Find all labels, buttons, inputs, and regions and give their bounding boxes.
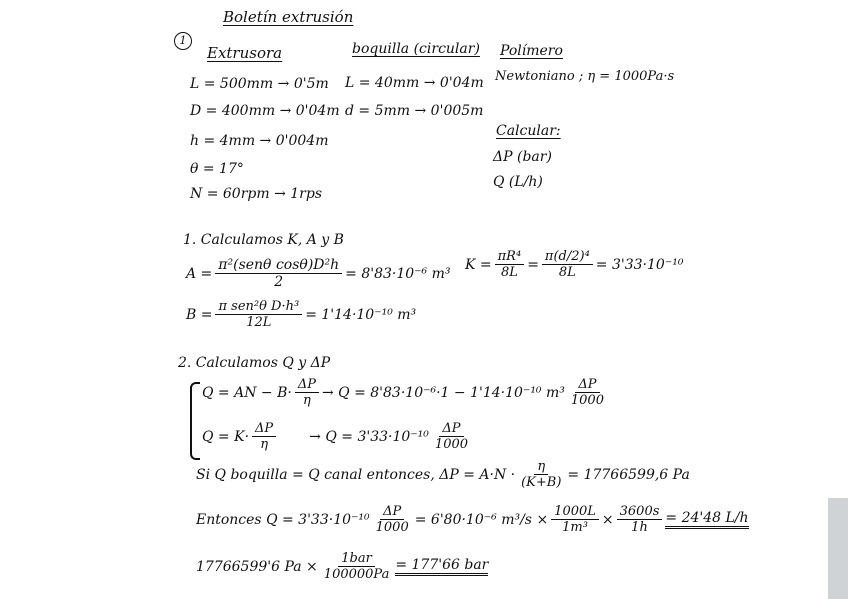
boquilla-line: L = 40mm → 0'04m: [345, 75, 484, 91]
step2-heading: 2. Calculamos Q y ΔP: [178, 355, 331, 371]
eq1-fraction-2: [568, 378, 607, 407]
equation-B: [186, 300, 416, 329]
flow-numerator: ΔP: [380, 505, 404, 520]
calcular-item: Q (L/h): [493, 174, 543, 190]
boquilla-line: d = 5mm → 0'005m: [345, 103, 484, 119]
A-result: = 8'83·10⁻⁶ m³: [345, 265, 451, 282]
eq1-denominator: η: [303, 393, 311, 408]
pressure-numerator: η: [534, 460, 548, 475]
flow-text: Entonces Q = 3'33·10⁻¹⁰: [196, 511, 370, 528]
flow-numerator-3: 3600s: [617, 505, 663, 520]
bar-fraction: [321, 552, 393, 581]
A-lhs: A =: [186, 265, 213, 282]
B-fraction: [215, 300, 302, 329]
K-numerator: πR⁴: [495, 250, 525, 265]
K-fraction-2: [542, 250, 593, 279]
eq1-numerator-2: ΔP: [575, 378, 599, 393]
flow-result: = 24'48 L/h: [665, 511, 748, 529]
eq1-numerator: ΔP: [295, 378, 319, 393]
eq2-fraction: [252, 422, 276, 451]
extrusora-line: L = 500mm → 0'5m: [190, 76, 329, 92]
pressure-result-line: [196, 460, 690, 489]
eq2-fraction-2: [432, 422, 471, 451]
eq1-fraction: [295, 378, 319, 407]
flow-denominator: 1000: [375, 520, 409, 535]
flow-fraction: [373, 505, 412, 534]
eq1-rhs: → Q = 8'83·10⁻⁶·1 − 1'14·10⁻¹⁰ m³: [321, 384, 565, 401]
K-result: = 3'33·10⁻¹⁰: [595, 256, 684, 273]
A-fraction: [215, 258, 342, 289]
bar-numerator: 1bar: [338, 552, 375, 567]
flow-denominator-3: 1h: [631, 520, 648, 535]
K-numerator-2: π(d/2)⁴: [542, 250, 593, 265]
equation-A: [186, 258, 451, 289]
watermark-strip: [828, 498, 848, 599]
bar-text: 17766599'6 Pa ×: [196, 558, 318, 575]
pressure-fraction: [518, 460, 564, 489]
eq2-denominator: η: [260, 437, 268, 452]
K-denominator: 8L: [500, 265, 518, 280]
bar-conversion-line: [196, 552, 488, 581]
bar-denominator: 100000Pa: [323, 567, 390, 582]
K-fraction: [495, 250, 525, 279]
extrusora-line: D = 400mm → 0'04m: [190, 103, 340, 119]
extrusora-line: N = 60rpm → 1rps: [190, 186, 323, 202]
calcular-heading: Calcular:: [496, 123, 561, 139]
A-numerator: π²(senθ cosθ)D²h: [215, 258, 342, 274]
eq2-numerator: ΔP: [252, 422, 276, 437]
eq2-numerator-2: ΔP: [439, 422, 463, 437]
K-denominator-2: 8L: [558, 265, 576, 280]
K-lhs: K =: [465, 256, 492, 273]
eq1-denominator-2: 1000: [570, 393, 604, 408]
flow-denominator-2: 1m³: [562, 520, 588, 535]
eq2-denominator-2: 1000: [434, 437, 469, 452]
equation-Q2: [202, 422, 474, 451]
B-lhs: B =: [186, 306, 213, 323]
flow-result-line: [196, 505, 749, 534]
system-brace: [190, 382, 200, 460]
flow-fraction-3: [617, 505, 663, 534]
eq1-lhs: Q = AN − B·: [202, 384, 292, 401]
extrusora-line: h = 4mm → 0'004m: [190, 133, 329, 149]
pressure-text: Si Q boquilla = Q canal entonces, ΔP = A·N ·: [196, 466, 516, 483]
flow-times: ×: [601, 511, 614, 528]
document-title: Boletín extrusión: [223, 8, 354, 26]
A-denominator: 2: [274, 274, 284, 290]
problem-number-circle: 1: [174, 32, 192, 50]
eq2-rhs: → Q = 3'33·10⁻¹⁰: [309, 428, 429, 445]
boquilla-heading: boquilla (circular): [352, 41, 480, 57]
pressure-result: = 17766599,6 Pa: [567, 466, 690, 483]
equation-K: K = $\frac{\text{πR⁴}}{8L}$ = $\frac{\text{π(d/2)⁴}}{8L}$ = 3'33·10⁻¹⁰: [465, 249, 684, 280]
step1-heading: 1. Calculamos K, A y B: [183, 232, 344, 248]
polimero-line: Newtoniano ; η = 1000Pa·s: [495, 69, 675, 84]
B-result: = 1'14·10⁻¹⁰ m³: [305, 306, 417, 323]
polimero-heading: Polímero: [500, 43, 563, 59]
B-numerator: π sen²θ D·h³: [215, 300, 302, 315]
flow-numerator-2: 1000L: [551, 505, 599, 520]
equation-Q1: [202, 378, 610, 407]
flow-mid: = 6'80·10⁻⁶ m³/s ×: [414, 511, 549, 528]
bar-result: = 177'66 bar: [395, 558, 488, 576]
extrusora-heading: Extrusora: [207, 44, 283, 62]
extrusora-line: θ = 17°: [190, 161, 244, 177]
pressure-denominator: (K+B): [521, 475, 562, 490]
eq2-lhs: Q = K·: [202, 428, 250, 445]
calcular-item: ΔP (bar): [493, 149, 552, 165]
B-denominator: 12L: [246, 315, 272, 330]
flow-fraction-2: [551, 505, 599, 534]
